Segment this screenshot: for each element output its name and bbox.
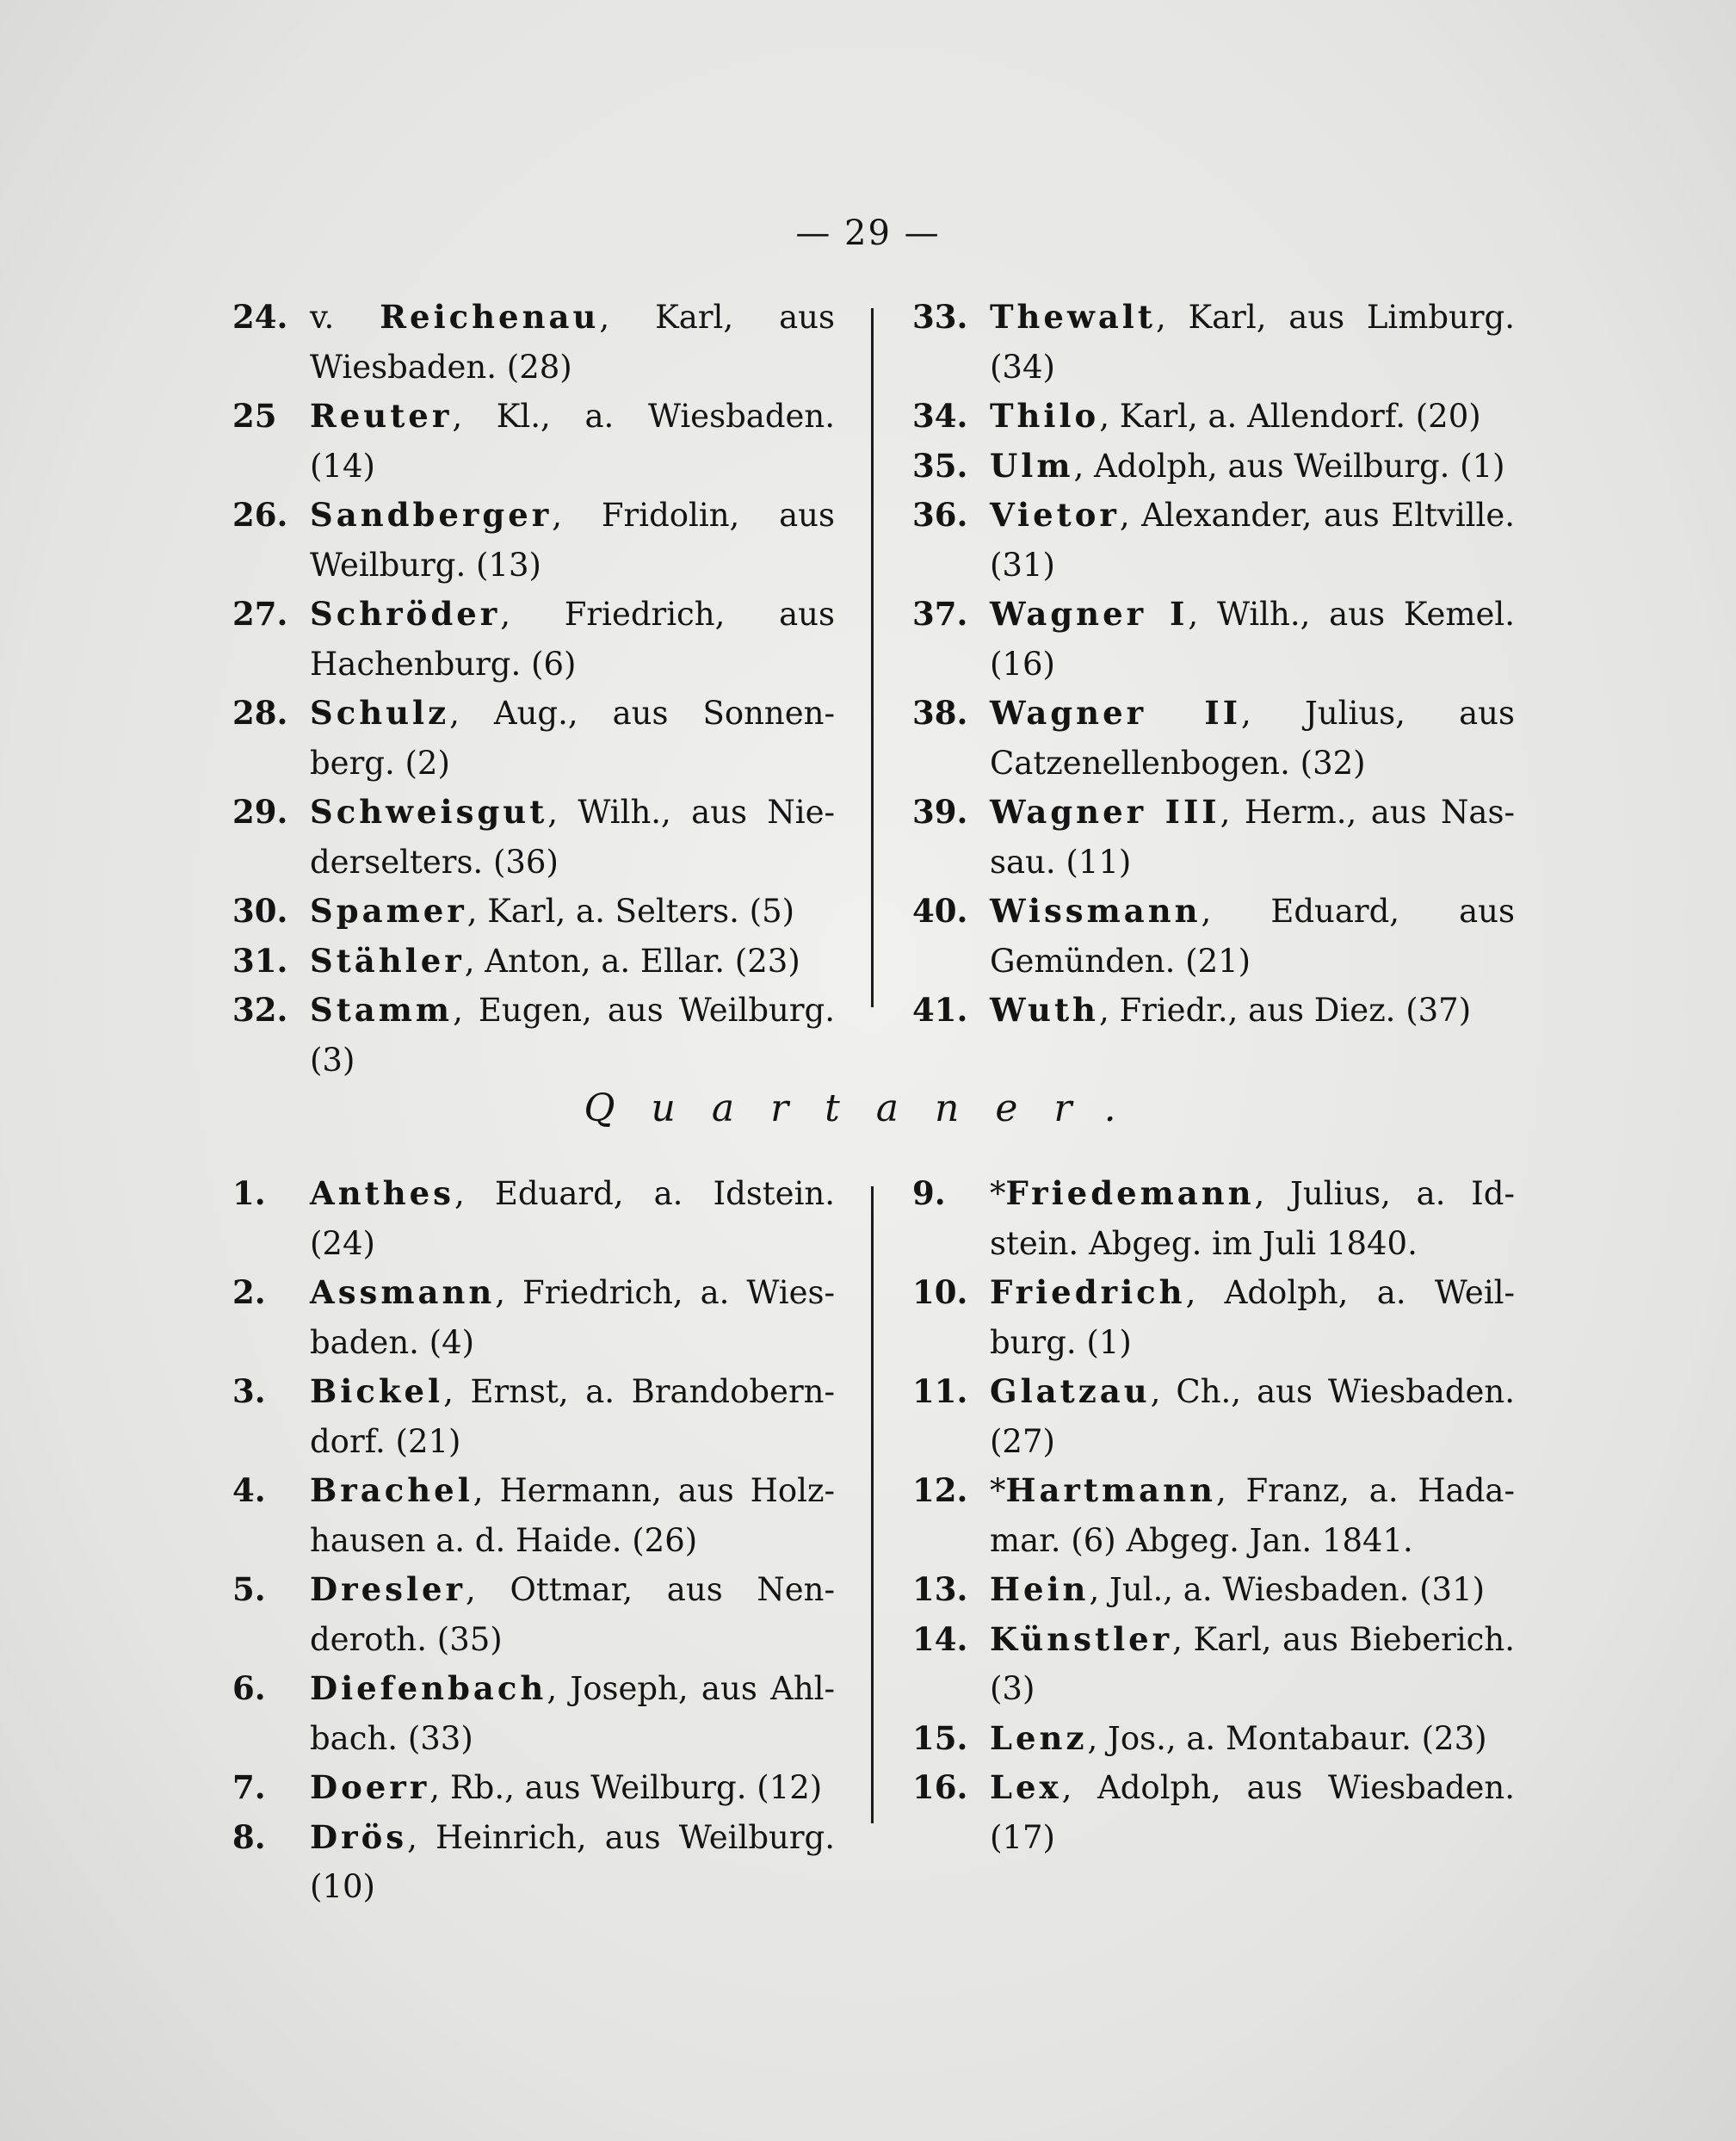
entry-num: 12.	[912, 1471, 968, 1509]
entry-rest: , Kl., a. Wiesbaden. (14)	[310, 398, 835, 485]
entry-rest: , Adolph, a. Weilburg. (1)	[990, 1274, 1515, 1361]
list-quartaner-left	[232, 1169, 835, 1912]
entry-rest: , Adolph, aus Weilburg. (1)	[1073, 447, 1505, 485]
list-item	[232, 491, 835, 590]
entry-num: 6.	[232, 1669, 266, 1707]
entry-surname: Wissmann	[990, 892, 1202, 930]
entry-rest: , Friedrich, aus Hachenburg. (6)	[310, 596, 835, 683]
entry-num: 31.	[232, 941, 288, 980]
entry-num: 16.	[912, 1768, 968, 1806]
entry-surname: Lenz	[990, 1718, 1088, 1757]
entry-surname: Wuth	[990, 991, 1099, 1029]
list-quartaner-right	[912, 1169, 1515, 1862]
entry-num: 41.	[912, 991, 968, 1029]
entry-rest: , Ernst, a. Brandoberndorf. (21)	[310, 1373, 835, 1460]
list-item	[232, 1367, 835, 1466]
column-divider	[871, 308, 874, 1007]
entry-rest: , Ch., aus Wiesbaden. (27)	[990, 1373, 1515, 1460]
section-heading-quartaner: Quartaner.	[584, 1086, 1152, 1130]
entry-num: 11.	[912, 1372, 968, 1410]
entry-num: 39.	[912, 793, 968, 831]
entry-num: 14.	[912, 1619, 968, 1658]
entry-surname: Künstler	[990, 1619, 1173, 1658]
entry-rest: , Hermann, aus Holzhausen a. d. Haide. (26)	[310, 1472, 835, 1559]
page-number: — 29 —	[795, 213, 941, 253]
list-item	[912, 491, 1515, 590]
entry-rest: , Friedrich, a. Wiesbaden. (4)	[310, 1274, 835, 1361]
entry-surname: Glatzau	[990, 1372, 1151, 1410]
list-item	[232, 293, 835, 392]
entry-rest: , Wilh., aus Niederselters. (36)	[310, 794, 835, 881]
entry-num: 2.	[232, 1273, 266, 1311]
entry-rest: , Jul., a. Wiesbaden. (31)	[1089, 1571, 1486, 1608]
entry-surname: Diefenbach	[310, 1669, 547, 1707]
entry-surname: Reuter	[310, 397, 453, 435]
entry-num: 35.	[912, 446, 968, 485]
entry-surname: Stähler	[310, 941, 465, 980]
entry-surname: Spamer	[310, 892, 467, 930]
entry-num: 9.	[912, 1174, 946, 1212]
entry-rest: , Karl, aus Wiesbaden. (28)	[310, 299, 835, 386]
entry-rest: , Karl, aus Bieberich. (3)	[990, 1620, 1515, 1707]
entry-num: 37.	[912, 595, 968, 633]
list-item	[912, 887, 1515, 986]
entry-surname: Schweisgut	[310, 793, 548, 831]
list-item	[232, 986, 835, 1085]
list-item	[912, 689, 1515, 788]
entry-num: 3.	[232, 1372, 266, 1410]
entry-rest: , Julius, a. Idstein. Abgeg. im Juli 1840.	[990, 1175, 1515, 1262]
entry-surname: Vietor	[990, 496, 1120, 534]
entry-num: 1.	[232, 1174, 266, 1212]
list-item	[912, 1714, 1515, 1764]
entry-rest: , Aug., aus Sonnenberg. (2)	[310, 695, 835, 782]
entry-rest: , Anton, a. Ellar. (23)	[464, 942, 800, 980]
entry-surname: Thilo	[990, 397, 1100, 435]
entry-pre: v.	[310, 299, 380, 336]
list-item	[232, 788, 835, 887]
entry-surname: Reichenau	[380, 298, 600, 336]
entry-surname: Wagner I	[990, 595, 1189, 633]
entry-surname: Anthes	[310, 1174, 454, 1212]
entry-num: 4.	[232, 1471, 266, 1509]
entry-rest: , Karl, a. Selters. (5)	[466, 893, 795, 930]
list-item	[912, 590, 1515, 689]
list-item	[232, 1268, 835, 1367]
entry-surname: Schröder	[310, 595, 501, 633]
list-item	[912, 1367, 1515, 1466]
entry-rest: , Julius, aus Catzenellenbogen. (32)	[990, 695, 1515, 782]
entry-rest: , Franz, a. Hadamar. (6) Abgeg. Jan. 1841.	[990, 1472, 1515, 1559]
entry-pre: *	[990, 1472, 1006, 1509]
list-item	[232, 887, 835, 937]
list-item	[232, 1813, 835, 1912]
list-item	[232, 1169, 835, 1268]
entry-rest: , Joseph, aus Ahlbach. (33)	[310, 1670, 835, 1757]
list-prev-right	[912, 293, 1515, 1036]
column-divider	[871, 1186, 874, 1823]
entry-surname: Stamm	[310, 991, 454, 1029]
entry-pre: *	[990, 1175, 1006, 1212]
list-item	[232, 1763, 835, 1813]
list-item	[232, 1565, 835, 1664]
entry-num: 34.	[912, 397, 968, 435]
list-item	[912, 1565, 1515, 1615]
entry-rest: , Karl, aus Limburg. (34)	[990, 299, 1515, 386]
entry-num: 32.	[232, 991, 288, 1029]
entry-num: 8.	[232, 1817, 266, 1856]
entry-surname: Hartmann	[1005, 1471, 1216, 1509]
entry-num: 38.	[912, 694, 968, 732]
entry-surname: Wagner II	[990, 694, 1242, 732]
entry-rest: , Alexander, aus Eltville. (31)	[990, 497, 1515, 584]
entry-rest: , Ottmar, aus Nenderoth. (35)	[310, 1571, 835, 1658]
list-item	[912, 293, 1515, 392]
entry-rest: , Jos., a. Montabaur. (23)	[1087, 1719, 1487, 1757]
entry-rest: , Eugen, aus Weilburg. (3)	[310, 992, 835, 1079]
entry-surname: Lex	[990, 1768, 1062, 1806]
list-item	[912, 1268, 1515, 1367]
entry-surname: Doerr	[310, 1768, 430, 1806]
list-item	[912, 1466, 1515, 1565]
entry-surname: Dresler	[310, 1570, 466, 1608]
list-item	[912, 442, 1515, 492]
list-item	[912, 1615, 1515, 1714]
entry-num: 15.	[912, 1718, 968, 1757]
entry-num: 33.	[912, 298, 968, 336]
list-item	[912, 788, 1515, 887]
entry-num: 13.	[912, 1570, 968, 1608]
entry-num: 30.	[232, 892, 288, 930]
entry-surname: Assmann	[310, 1273, 496, 1311]
entry-rest: , Fridolin, aus Weilburg. (13)	[310, 497, 835, 584]
list-item	[232, 689, 835, 788]
list-item	[912, 1763, 1515, 1862]
entry-surname: Brachel	[310, 1471, 473, 1509]
entry-rest: , Eduard, aus Gemünden. (21)	[990, 893, 1515, 980]
entry-rest: , Friedr., aus Diez. (37)	[1098, 992, 1472, 1029]
entry-surname: Hein	[990, 1570, 1090, 1608]
entry-surname: Wagner III	[990, 793, 1220, 831]
entry-num: 27.	[232, 595, 288, 633]
list-item	[912, 986, 1515, 1036]
entry-surname: Bickel	[310, 1372, 444, 1410]
entry-num: 26.	[232, 496, 288, 534]
entry-rest: , Karl, a. Allendorf. (20)	[1099, 398, 1481, 435]
entry-surname: Drös	[310, 1817, 408, 1856]
list-item	[232, 1664, 835, 1763]
entry-rest: , Eduard, a. Idstein. (24)	[310, 1175, 835, 1262]
list-item	[232, 1466, 835, 1565]
entry-num: 40.	[912, 892, 968, 930]
entry-rest: , Herm., aus Nassau. (11)	[990, 794, 1515, 881]
entry-num: 28.	[232, 694, 288, 732]
entry-num: 36.	[912, 496, 968, 534]
list-item	[232, 392, 835, 491]
entry-surname: Friedemann	[1005, 1174, 1255, 1212]
entry-rest: , Adolph, aus Wiesbaden. (17)	[990, 1769, 1515, 1856]
list-item	[232, 590, 835, 689]
list-item	[232, 937, 835, 987]
entry-num: 25	[232, 397, 277, 435]
entry-surname: Sandberger	[310, 496, 553, 534]
entry-rest: , Heinrich, aus Weilburg. (10)	[310, 1818, 835, 1905]
entry-num: 10.	[912, 1273, 968, 1311]
entry-surname: Schulz	[310, 694, 450, 732]
entry-num: 24.	[232, 298, 288, 336]
entry-num: 29.	[232, 793, 288, 831]
entry-surname: Ulm	[990, 446, 1074, 485]
entry-surname: Friedrich	[990, 1273, 1186, 1311]
entry-rest: , Rb., aus Weilburg. (12)	[429, 1769, 823, 1806]
list-item	[912, 1169, 1515, 1268]
entry-rest: , Wilh., aus Kemel. (16)	[990, 596, 1515, 683]
list-item	[912, 392, 1515, 442]
list-prev-left	[232, 293, 835, 1085]
entry-num: 5.	[232, 1570, 266, 1608]
entry-num: 7.	[232, 1768, 266, 1806]
entry-surname: Thewalt	[990, 298, 1156, 336]
